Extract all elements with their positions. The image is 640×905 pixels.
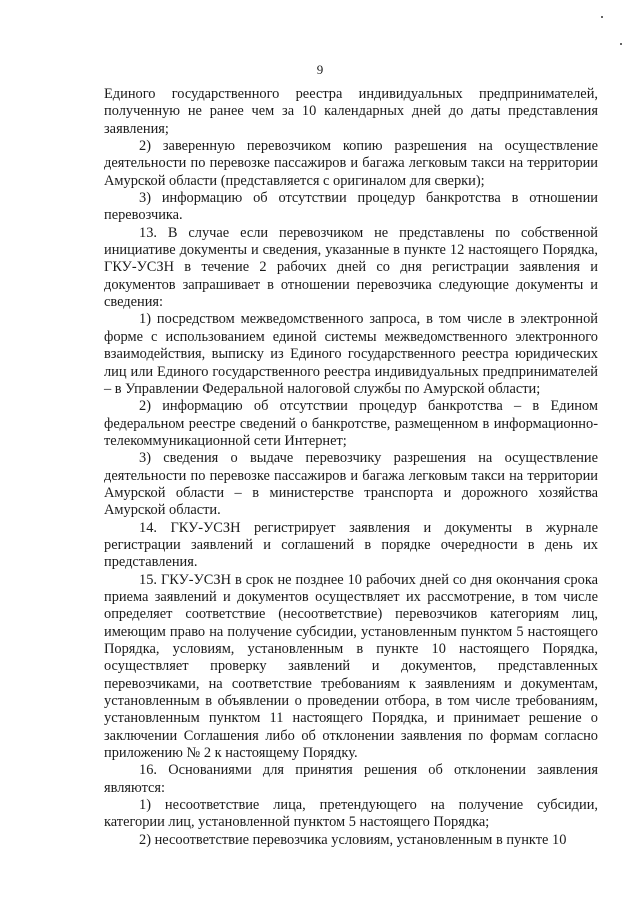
paragraph: 13. В случае если перевозчиком не представлены по собственной инициативе документы и сведения, указанные в пункте 12 настоящего Порядка, ГКУ-УСЗН в течение 2 рабочих дней со дня регистрации заявления и документов запрашивает в отношении перевозчика следующие документы и сведения:	[104, 224, 598, 311]
paragraph: 1) несоответствие лица, претендующего на получение субсидии, категории лиц, установленной пунктом 5 настоящего Порядка;	[104, 797, 598, 831]
paragraph: 16. Основаниями для принятия решения об отклонении заявления являются:	[104, 762, 598, 796]
paragraph: 3) сведения о выдаче перевозчику разрешения на осуществление деятельности по перевозке пассажиров и багажа легковым такси на территории Амурской области – в министерстве транспорта и дорожного хозяйства Амурской области.	[104, 450, 598, 519]
paragraph: 1) посредством межведомственного запроса, в том числе в электронной форме с использованием единой системы межведомственного электронного взаимодействия, выписку из Единого государственного реестра юридических лиц или Единого государственного реестра индивидуальных предпринимателей – в Управлении Федеральной налоговой службы по Амурской области;	[104, 311, 598, 397]
paragraph: 3) информацию об отсутствии процедур банкротства в отношении перевозчика.	[104, 190, 598, 224]
paragraph: 2) несоответствие перевозчика условиям, установленным в пункте 10	[139, 831, 567, 848]
paragraph: 14. ГКУ-УСЗН регистрирует заявления и документы в журнале регистрации заявлений и соглашений в порядке очередности в день их представления.	[104, 519, 598, 571]
paragraph: Единого государственного реестра индивидуальных предпринимателей, полученную не ранее чем за 10 календарных дней до даты представления заявления;	[104, 86, 598, 137]
page-number: 9	[316, 62, 324, 77]
scan-speck	[620, 43, 622, 45]
paragraph: 2) информацию об отсутствии процедур банкротства – в Едином федеральном реестре сведений о банкротстве, размещенном в информационно-телекоммуникационной сети Интернет;	[104, 398, 598, 449]
paragraph: 2) заверенную перевозчиком копию разрешения на осуществление деятельности по перевозке пассажиров и багажа легковым такси на территории Амурской области (представляется с оригиналом для сверки);	[104, 138, 598, 189]
paragraph: 15. ГКУ-УСЗН в срок не позднее 10 рабочих дней со дня окончания срока приема заявлений и документов осуществляет их рассмотрение, в том числе определяет соответствие (несоответствие) перевозчиков категориям лиц, имеющим право на получение субсидии, установленным пунктом 5 настоящего Порядка, условиям, установленным в пункте 10 настоящего Порядка, осуществляет проверку заявлений и документов, представленных перевозчиками, на соответствие требованиям к заявлениям и документам, установленным в объявлении о проведении отбора, в том числе требованиям, установленным пунктом 11 настоящего Порядка, и принимает решение о заключении Соглашения либо об отклонении заявления по формам согласно приложению № 2 к настоящему Порядку.	[104, 571, 598, 762]
document-body	[104, 86, 598, 849]
scan-speck	[601, 16, 603, 18]
